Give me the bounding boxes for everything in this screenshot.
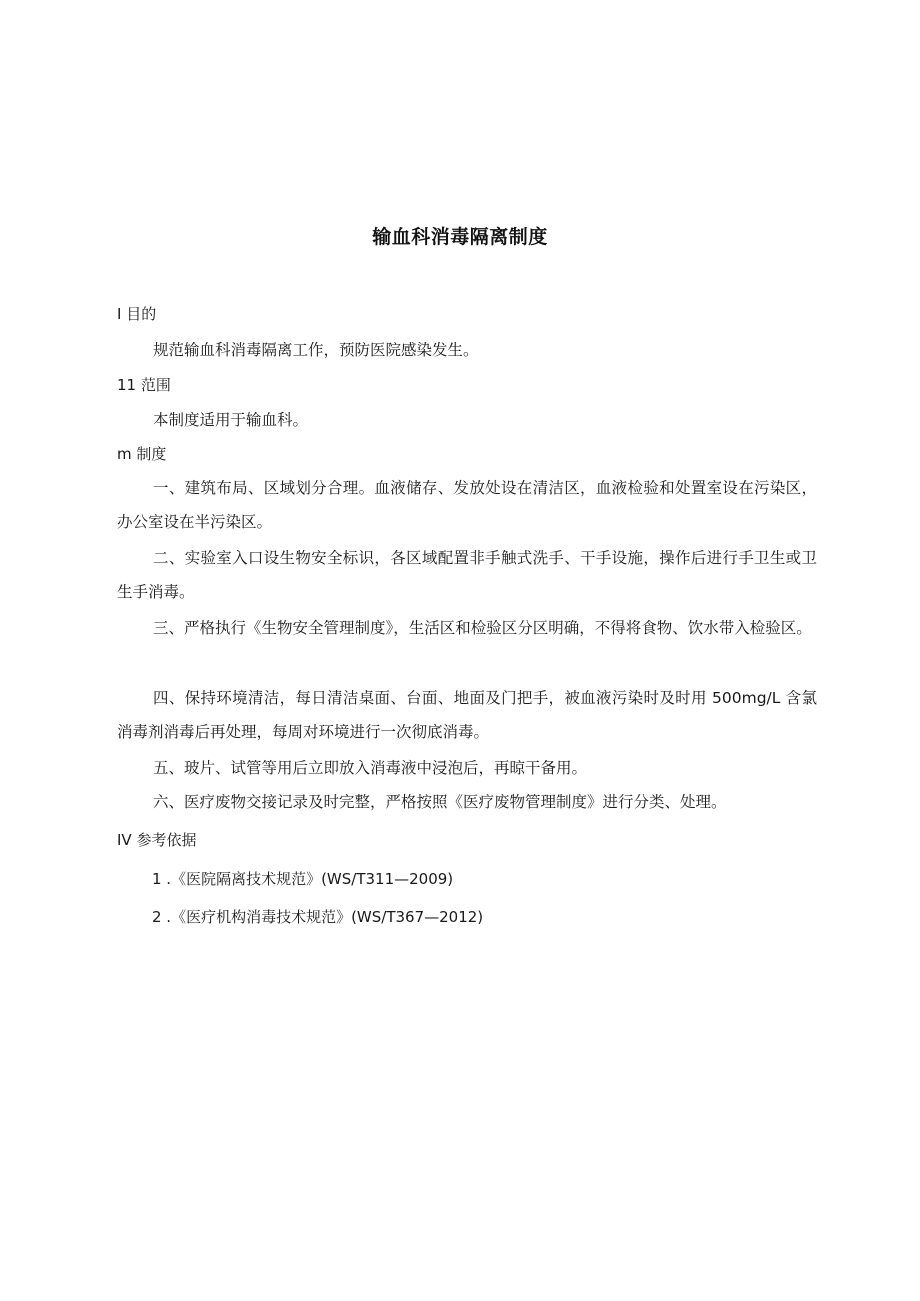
section-heading-purpose: I 目的 [117, 305, 157, 323]
reference-item-1: 1 .《医院隔离技术规范》(WS/T311—2009) [152, 870, 454, 888]
policy-item-4: 四、保持环境清洁，每日清洁桌面、台面、地面及门把手，被血液污染时及时用 500mg/L 含氯消毒剂消毒后再处理，每周对环境进行一次彻底消毒。 [117, 689, 817, 741]
purpose-text: 规范输血科消毒隔离工作，预防医院感染发生。 [153, 341, 479, 359]
section-heading-policy: m 制度 [117, 445, 167, 463]
policy-item-6: 六、医疗废物交接记录及时完整，严格按照《医疗废物管理制度》进行分类、处理。 [153, 793, 727, 811]
policy-item-3: 三、严格执行《生物安全管理制度》，生活区和检验区分区明确，不得将食物、饮水带入检验区。 [153, 619, 812, 637]
section-heading-references: IV 参考依据 [117, 831, 197, 849]
policy-item-1: 一、建筑布局、区域划分合理。血液储存、发放处设在清洁区，血液检验和处置室设在污染区，办公室设在半污染区。 [117, 479, 817, 531]
policy-item-2: 二、实验室入口设生物安全标识，各区域配置非手触式洗手、干手设施，操作后进行手卫生或卫生手消毒。 [117, 549, 817, 601]
reference-item-2: 2 .《医疗机构消毒技术规范》(WS/T367—2012) [152, 908, 484, 926]
section-heading-scope: 11 范围 [117, 376, 171, 394]
scope-text: 本制度适用于输血科。 [153, 411, 309, 429]
policy-item-5: 五、玻片、试管等用后立即放入消毒液中浸泡后，再晾干备用。 [153, 759, 588, 777]
document-title: 输血科消毒隔离制度 [372, 226, 548, 248]
